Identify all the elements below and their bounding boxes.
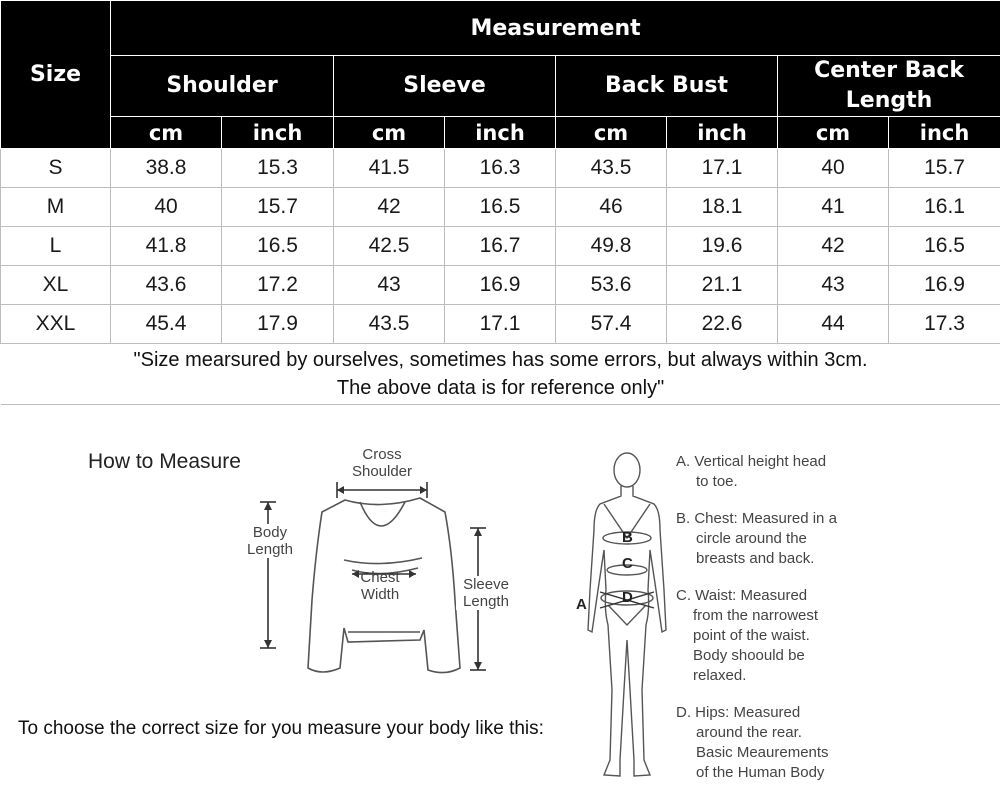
value-cell: 15.7 xyxy=(222,188,334,227)
value-cell: 49.8 xyxy=(556,227,667,266)
measurement-header: Measurement xyxy=(111,1,1000,56)
marker-d: D xyxy=(622,589,633,606)
unit-header: inch xyxy=(889,117,1000,149)
size-cell: XL xyxy=(1,266,111,305)
value-cell: 41.5 xyxy=(334,149,445,188)
value-cell: 40 xyxy=(778,149,889,188)
unit-header: cm xyxy=(778,117,889,149)
value-cell: 43 xyxy=(778,266,889,305)
value-cell: 42 xyxy=(778,227,889,266)
size-cell: S xyxy=(1,149,111,188)
value-cell: 16.9 xyxy=(889,266,1000,305)
table-row xyxy=(1,149,1000,188)
instruction-text: To choose the correct size for you measure your body like this: xyxy=(18,718,544,740)
value-cell: 16.5 xyxy=(889,227,1000,266)
table-row xyxy=(1,266,1000,305)
value-cell: 42 xyxy=(334,188,445,227)
note-line-2: The above data is for reference only" xyxy=(1,374,1000,402)
unit-header: cm xyxy=(556,117,667,149)
human-body-illustration xyxy=(560,440,670,790)
unit-header: inch xyxy=(445,117,556,149)
value-cell: 16.7 xyxy=(445,227,556,266)
value-cell: 17.9 xyxy=(222,305,334,344)
marker-b: B xyxy=(622,529,633,546)
value-cell: 42.5 xyxy=(334,227,445,266)
legend-c: C. Waist: Measured from the narrowest point of the waist. Body shoould be relaxed. xyxy=(676,586,876,686)
value-cell: 43.5 xyxy=(334,305,445,344)
sleeve-length-label: Sleeve Length xyxy=(456,576,516,610)
marker-a: A xyxy=(576,596,587,613)
value-cell: 57.4 xyxy=(556,305,667,344)
value-cell: 15.3 xyxy=(222,149,334,188)
measurement-legend xyxy=(676,452,876,800)
value-cell: 38.8 xyxy=(111,149,222,188)
unit-header: inch xyxy=(667,117,778,149)
value-cell: 46 xyxy=(556,188,667,227)
value-cell: 53.6 xyxy=(556,266,667,305)
unit-header: cm xyxy=(111,117,222,149)
body-figure xyxy=(560,440,670,790)
value-cell: 17.3 xyxy=(889,305,1000,344)
size-cell: XXL xyxy=(1,305,111,344)
size-column-header: Size xyxy=(1,1,111,149)
value-cell: 19.6 xyxy=(667,227,778,266)
size-cell: L xyxy=(1,227,111,266)
value-cell: 44 xyxy=(778,305,889,344)
value-cell: 43 xyxy=(334,266,445,305)
value-cell: 41 xyxy=(778,188,889,227)
group-header: Center Back Length xyxy=(778,56,1000,117)
value-cell: 17.1 xyxy=(667,149,778,188)
value-cell: 16.5 xyxy=(445,188,556,227)
unit-header: cm xyxy=(334,117,445,149)
marker-c: C xyxy=(622,555,633,572)
table-note xyxy=(1,344,1000,405)
table-row xyxy=(1,227,1000,266)
value-cell: 17.1 xyxy=(445,305,556,344)
legend-a: A. Vertical height head to toe. xyxy=(676,452,876,492)
table-row xyxy=(1,188,1000,227)
value-cell: 16.5 xyxy=(222,227,334,266)
value-cell: 22.6 xyxy=(667,305,778,344)
value-cell: 40 xyxy=(111,188,222,227)
value-cell: 18.1 xyxy=(667,188,778,227)
body-length-label: Body Length xyxy=(245,524,295,558)
size-cell: M xyxy=(1,188,111,227)
value-cell: 45.4 xyxy=(111,305,222,344)
value-cell: 16.3 xyxy=(445,149,556,188)
value-cell: 17.2 xyxy=(222,266,334,305)
value-cell: 16.1 xyxy=(889,188,1000,227)
value-cell: 15.7 xyxy=(889,149,1000,188)
how-to-measure-title: How to Measure xyxy=(88,450,241,474)
note-line-1: "Size mearsured by ourselves, sometimes has some errors, but always within 3cm. xyxy=(1,346,1000,374)
unit-header: inch xyxy=(222,117,334,149)
legend-b: B. Chest: Measured in a circle around the breasts and back. xyxy=(676,509,876,569)
table-row xyxy=(1,305,1000,344)
value-cell: 16.9 xyxy=(445,266,556,305)
legend-d: D. Hips: Measured around the rear. Basic Meaurements of the Human Body xyxy=(676,703,876,783)
group-header: Sleeve xyxy=(334,56,556,117)
group-header: Back Bust xyxy=(556,56,778,117)
value-cell: 21.1 xyxy=(667,266,778,305)
group-header: Shoulder xyxy=(111,56,334,117)
cross-shoulder-label: Cross Shoulder xyxy=(342,446,422,480)
value-cell: 43.6 xyxy=(111,266,222,305)
garment-diagram xyxy=(240,440,540,680)
value-cell: 43.5 xyxy=(556,149,667,188)
chest-width-label: Chest Width xyxy=(350,569,410,603)
value-cell: 41.8 xyxy=(111,227,222,266)
